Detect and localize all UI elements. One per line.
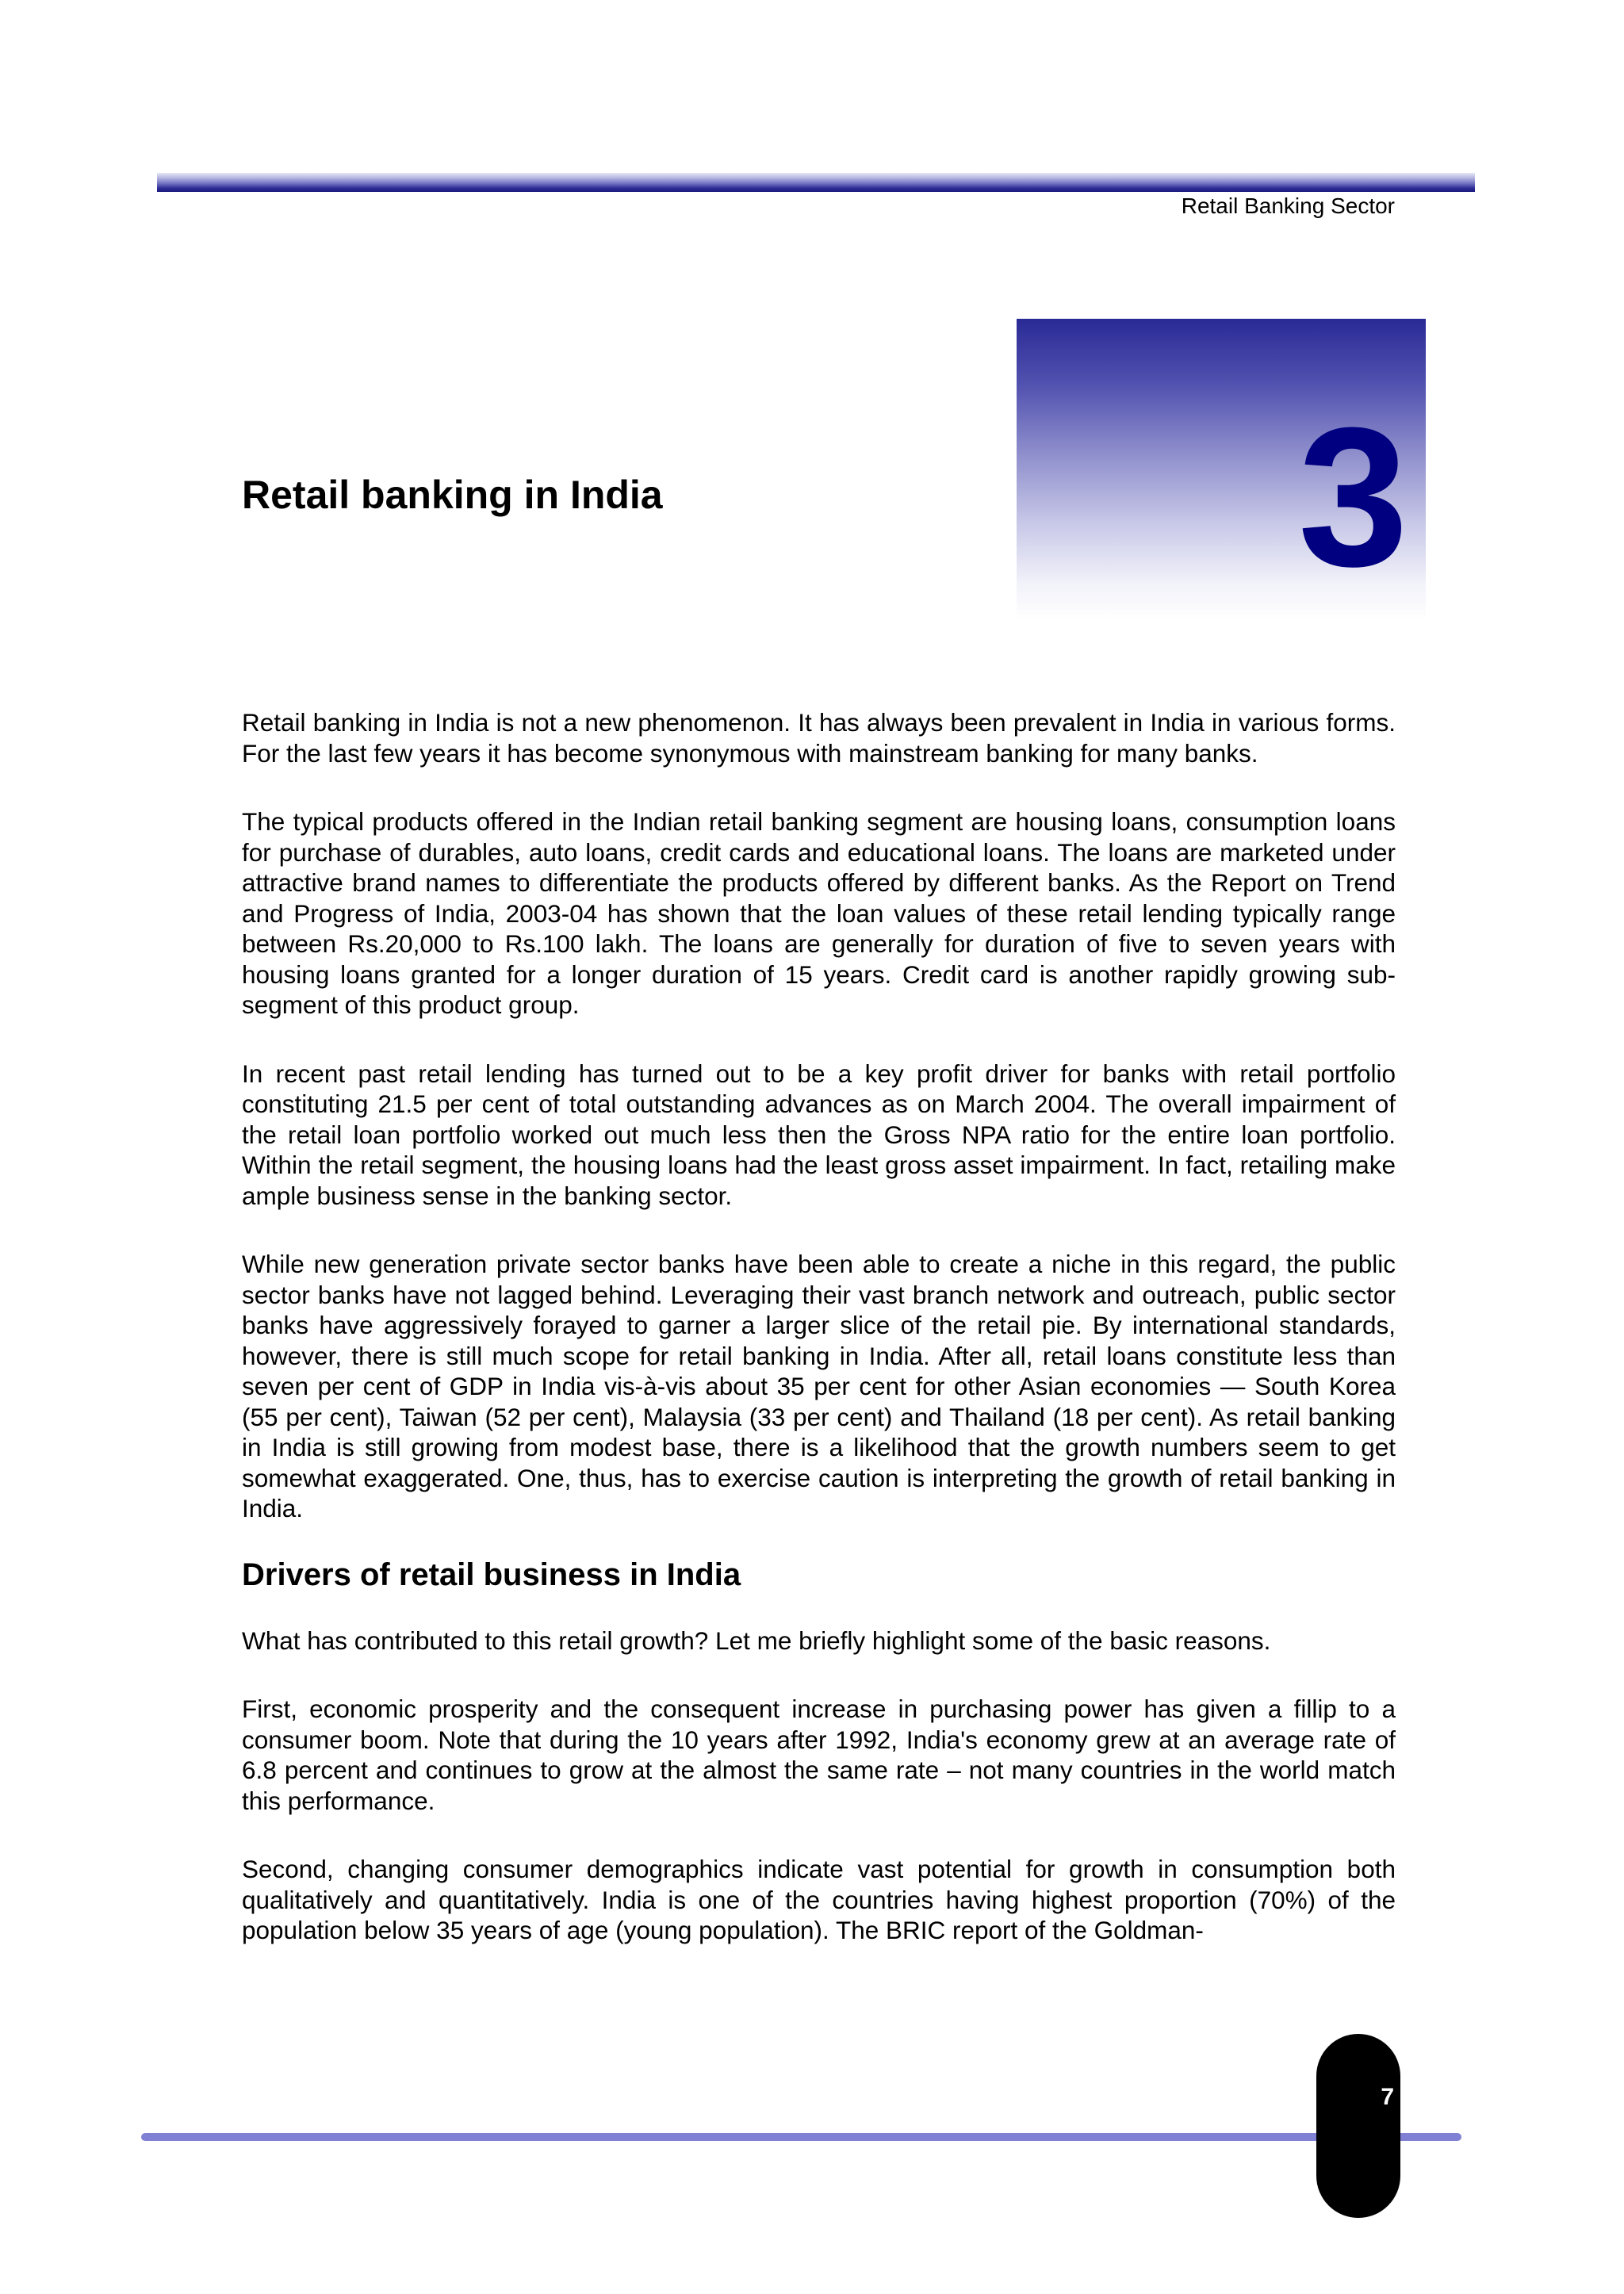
paragraph-2: The typical products offered in the Indian retail banking segment are housing loans, consumption loans for purchase of durables, auto loans, credit cards and educational loans. The loans are marketed under attractive brand names to differentiate the products offered by different banks. As the Report on Trend and Progress of India, 2003-04 has shown that the loan values of these retail lending typically range between Rs.20,000 to Rs.100 lakh. The loans are generally for duration of five to seven years with housing loans granted for a longer duration of 15 years. Credit card is another rapidly growing sub-segment of this product group. (242, 807, 1396, 1019)
chapter-number: 3 (1297, 386, 1405, 607)
paragraph-1: Retail banking in India is not a new phenomenon. It has always been prevalent in India in various forms. For the last few years it has become synonymous with mainstream banking for many banks. (242, 708, 1396, 768)
body-text (242, 707, 1396, 1984)
chapter-number-block (1017, 319, 1426, 620)
chapter-title: Retail banking in India (242, 473, 663, 517)
page-number-tab (1316, 2034, 1400, 2218)
section-heading: Drivers of retail business in India (242, 1557, 741, 1592)
header-rule (157, 173, 1475, 192)
paragraph-3: In recent past retail lending has turned out to be a key profit driver for banks with retail portfolio constituting 21.5 per cent of total outstanding advances as on March 2004. The overall impairment of the retail loan portfolio worked out much less then the Gross NPA ratio for the entire loan portfolio. Within the retail segment, the housing loans had the least gross asset impairment. In fact, retailing make ample business sense in the banking sector. (242, 1059, 1396, 1210)
running-header: Retail Banking Sector (1181, 193, 1395, 218)
section-paragraph-1: What has contributed to this retail growth? Let me briefly highlight some of the basic reasons. (242, 1626, 1271, 1655)
paragraph-4: While new generation private sector banks have been able to create a niche in this regard, the public sector banks have not lagged behind. Leveraging their vast branch network and outreach, public sector banks have aggressively forayed to garner a larger slice of the retail pie. By international standards, however, there is still much scope for retail banking in India. After all, retail loans constitute less than seven per cent of GDP in India vis-à-vis about 35 per cent for other Asian economies — South Korea (55 per cent), Taiwan (52 per cent), Malaysia (33 per cent) and Thailand (18 per cent). As retail banking in India is still growing from modest base, there is a likelihood that the growth numbers seem to get somewhat exaggerated. One, thus, has to exercise caution is interpreting the growth of retail banking in India. (242, 1250, 1396, 1522)
section-paragraph-3: Second, changing consumer demographics indicate vast potential for growth in consumption both qualitatively and quantitatively. India is one of the countries having highest proportion (70%) of the population below 35 years of age (young population). The BRIC report of the Goldman- (242, 1855, 1396, 1944)
section-paragraph-2: First, economic prosperity and the consequent increase in purchasing power has given a fillip to a consumer boom. Note that during the 10 years after 1992, India's economy grew at an average rate of 6.8 percent and continues to grow at the almost the same rate – not many countries in the world match this performance. (242, 1695, 1396, 1815)
footer-rule (141, 2133, 1461, 2141)
page-number: 7 (1381, 2084, 1394, 2110)
